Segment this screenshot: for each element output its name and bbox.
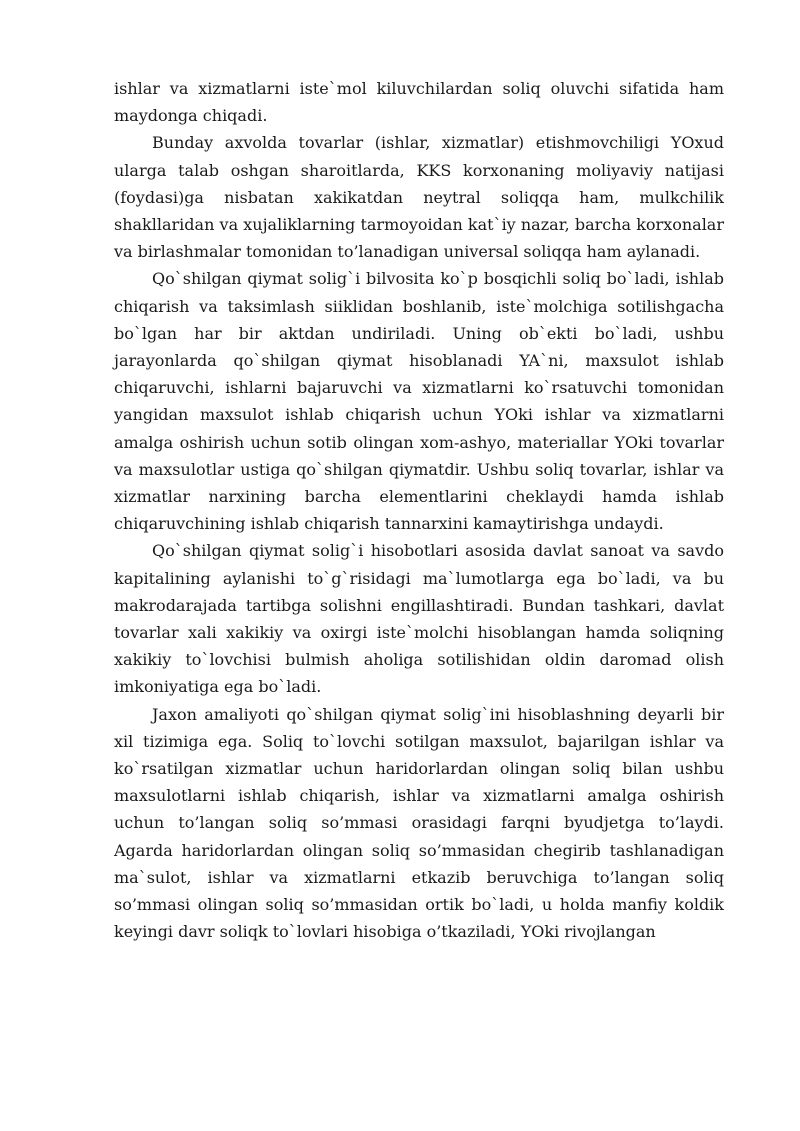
paragraph-3: Qo`shilgan qiymat solig`i bilvosita ko`p bosqichli soliq bo`ladi, ishlab chiqarish va taksimlash siiklidan boshlanib, iste`molchiga sotilishgacha bo`lgan har bir aktdan undiriladi. Uning ob`ekti bo`ladi, ushbu jarayonlarda qo`shilgan qiymat hisoblanadi YA`ni, maxsulot ishlab chiqaruvchi, ishlarni bajaruvchi va xizmatlarni ko`rsatuvchi tomonidan yangidan maxsulot ishlab chiqarish uchun YOki ishlar va xizmatlarni amalga oshirish uchun sotib olingan xom-ashyo, materiallar YOki tovarlar va maxsulotlar ustiga qo`shilgan qiymatdir. Ushbu soliq tovarlar, ishlar va xizmatlar narxining barcha elementlarini cheklaydi hamda ishlab chiqaruvchining ishlab chiqarish tannarxini kamaytirishga undaydi.: [114, 269, 724, 534]
paragraph-2: Bunday axvolda tovarlar (ishlar, xizmatlar) etishmovchiligi YOxud ularga talab oshgan sharoitlarda, KKS korxonaning moliyaviy natijasi (foydasi)ga nisbatan xakikatdan neytral soliqqa ham, mulkchilik shakllaridan va xujaliklarning tarmoyoidan kat`iy nazar, barcha korxonalar va birlashmalar tomonidan to’lanadigan universal soliqqa ham aylanadi.: [114, 133, 724, 262]
document-page: [114, 75, 724, 946]
paragraph-5: Jaxon amaliyoti qo`shilgan qiymat solig`ini hisoblashning deyarli bir xil tizimiga ega. Soliq to`lovchi sotilgan maxsulot, bajarilgan ishlar va ko`rsatilgan xizmatlar uchun haridorlardan olingan soliq bilan ushbu maxsulotlarni ishlab chiqarish, ishlar va xizmatlarni amalga oshirish uchun to’langan soliq so’mmasi orasidagi farqni byudjetga to’laydi. Agarda haridorlardan olingan soliq so’mmasidan chegirib tashlanadigan ma`sulot, ishlar va xizmatlarni etkazib beruvchiga to’langan soliq so’mmasi olingan soliq so’mmasidan ortik bo`ladi, u holda manfiy koldik keyingi davr soliqk to`lovlari hisobiga o’tkaziladi, YOki rivojlangan: [114, 704, 724, 942]
paragraph-4: Qo`shilgan qiymat solig`i hisobotlari asosida davlat sanoat va savdo kapitalining aylanishi to`g`risidagi ma`lumotlarga ega bo`ladi, va bu makrodarajada tartibga solishni engillashtiradi. Bundan tashkari, davlat tovarlar xali xakikiy va oxirgi iste`molchi hisoblangan hamda soliqning xakikiy to`lovchisi bulmish aholiga sotilishidan oldin daromad olish imkoniyatiga ega bo`ladi.: [114, 541, 724, 697]
paragraph-1: ishlar va xizmatlarni iste`mol kiluvchilardan soliq oluvchi sifatida ham maydonga chiqadi.: [114, 79, 724, 126]
